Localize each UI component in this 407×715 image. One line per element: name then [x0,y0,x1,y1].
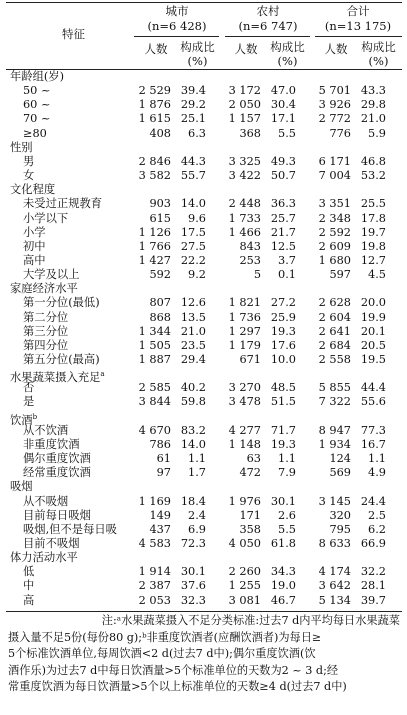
table-cell: 4 174 [318,565,351,579]
table-cell: 9.6 [188,211,206,225]
table-cell: 83.2 [180,423,206,437]
table-cell: 1 255 [228,579,261,593]
row-label [23,353,100,367]
row-label [23,98,50,112]
table-cell: 3 844 [138,395,171,409]
footnote-line: 摄入量不足5份(每份80 g);ᵇ非重度饮酒者(应酬饮酒者)为每日≥ [8,630,322,644]
table-cell: 10.0 [270,353,296,366]
table-cell: 19.3 [270,324,296,338]
table-cell: 4.9 [368,466,386,480]
row-label-text: 中 [23,579,35,593]
table-cell: 17.8 [360,211,386,225]
total-ratio-header: 构成比 [361,40,396,54]
row-label-text: 低 [23,565,35,579]
row-label-text: 体力活动水平 [10,551,78,565]
rural-count-header: 人数 [234,42,258,56]
row-label-text: 第一分位(最低) [23,296,100,310]
table-cell: 17.6 [270,338,296,352]
table-cell: 1 169 [138,494,171,508]
table-cell: 1 914 [138,565,171,579]
table-cell: 6 171 [318,154,351,168]
table-cell: 19.3 [270,437,296,451]
table-cell: 1 505 [138,338,171,352]
row-label-text: 吸烟 [10,480,33,494]
row-label [23,169,34,183]
table-cell: 9.2 [188,268,206,282]
table-cell: 28.1 [360,579,386,593]
table-cell: 3.7 [278,253,296,267]
table-cell: 5 134 [318,593,351,607]
table-cell: 1 821 [228,296,261,310]
table-cell: 19.0 [270,579,296,593]
table-cell: 5.5 [278,522,296,536]
row-label [23,325,68,339]
row-label [23,84,50,98]
table-cell: 53.2 [360,169,386,183]
group-city-rule [134,36,219,37]
table-cell: 66.9 [360,536,386,550]
table-cell: 3 172 [228,84,261,98]
table-cell: 19.8 [360,239,386,253]
category-label [10,551,78,565]
table-cell: 4.5 [368,268,386,282]
row-label-text: 高 [23,593,35,607]
table-cell: 3 582 [138,169,171,183]
table-cell: 472 [239,466,261,480]
row-label-text: 性别 [10,140,33,154]
table-cell: 63 [246,452,261,466]
row-label-text: 小学以下 [23,211,69,225]
table-cell: 14.0 [180,437,206,451]
row-label-text: 吸烟,但不是每日吸 [23,522,117,536]
footnote-line: 注:ᵃ水果蔬菜摄入不足分类标准:过去7 d内平均每日水果蔬菜 [101,614,400,627]
table-cell: 29.4 [180,353,206,366]
table-cell: 569 [329,466,351,480]
table-cell: 368 [239,126,261,140]
table-cell: 320 [329,508,351,522]
table-cell: 2 260 [228,565,261,579]
table-cell: 59.8 [180,395,206,409]
table-cell: 1 736 [228,310,261,324]
table-cell: 22.2 [180,253,206,267]
row-label-text: 非重度饮酒 [23,437,80,451]
table-cell: 25.1 [180,112,206,126]
table-cell: 2.5 [368,508,386,522]
table-cell: 46.7 [270,593,296,607]
row-label-text: 是 [23,395,35,409]
table-cell: 77.3 [360,423,386,437]
row-label [23,296,100,310]
table-cell: 2 448 [228,197,261,211]
rural-ratio-unit: (%) [277,54,298,68]
group-rural-n: (n=6 747) [238,19,298,33]
header-rule [6,69,402,70]
table-cell: 17.1 [270,112,296,126]
table-cell: 1 680 [318,253,351,267]
table-cell: 36.3 [270,197,296,211]
table-cell: 30.1 [180,565,206,579]
table-cell: 16.7 [360,437,386,451]
table-cell: 4 583 [138,536,171,550]
table-cell: 2 529 [138,84,171,98]
group-total-n: (n=13 175) [324,19,392,33]
table-cell: 1 427 [138,253,171,267]
total-count-header: 人数 [324,42,348,56]
row-label [23,311,68,325]
footnote-line: 酒作乐)为过去7 d中每日饮酒量>5个标准单位的天数为2 ~ 3 d;经 [8,663,339,677]
table-cell: 25.9 [270,310,296,324]
table-cell: 21.7 [270,225,296,239]
table-cell: 592 [149,268,171,282]
row-label-text: 目前不吸烟 [23,536,80,550]
table-cell: 2 053 [138,593,171,607]
city-ratio-header: 构成比 [180,40,215,54]
row-label-text: 从不吸烟 [23,494,69,508]
row-label [23,452,91,466]
row-label-text: 初中 [23,239,46,253]
table-cell: 12.7 [360,253,386,267]
footnote-marker: b [32,412,38,421]
row-label-text: 大学及以上 [23,268,80,282]
table-cell: 3 926 [318,98,351,112]
row-label [23,537,80,551]
row-label [23,127,47,141]
row-label [23,240,46,254]
table-cell: 4 277 [228,423,261,437]
row-label-text: 50 ~ [23,84,51,98]
table-cell: 48.5 [270,381,296,395]
row-label-text: 第五分位(最高) [23,353,100,366]
table-cell: 12.6 [180,296,206,310]
table-cell: 4 670 [138,423,171,437]
table-cell: 1 887 [138,353,171,366]
row-label-text: 水果蔬菜摄入充足 [10,370,101,384]
group-rural-rule [225,36,310,37]
row-label-text: 从不饮酒 [23,423,69,437]
table-cell: 807 [149,296,171,310]
row-label [23,424,68,438]
feature-header: 特征 [62,27,85,41]
category-label [10,480,33,494]
table-cell: 19.5 [360,353,386,366]
table-cell: 1 297 [228,324,261,338]
row-label-text: 家庭经济水平 [10,282,78,296]
table-cell: 2 684 [318,338,351,352]
table-cell: 61 [156,452,171,466]
row-label [23,197,102,211]
table-cell: 1 976 [228,494,261,508]
row-label [23,339,68,353]
table-cell: 776 [329,126,351,140]
group-city-n: (n=6 428) [147,19,207,33]
group-city-name: 城市 [165,4,189,18]
group-total-name: 合计 [346,4,370,18]
row-label [23,155,34,169]
table-cell: 1 344 [138,324,171,338]
table-cell: 597 [329,268,351,282]
row-label-text: 小学 [23,225,46,239]
row-label [23,438,80,452]
table-cell: 2 348 [318,211,351,225]
row-label-text: 饮酒 [10,413,33,427]
table-cell: 8 633 [318,536,351,550]
row-label [23,395,34,409]
category-label [10,282,78,296]
table-cell: 2 628 [318,296,351,310]
table-cell: 1 934 [318,437,351,451]
row-label-text: 第二分位 [23,310,69,324]
table-cell: 6.9 [188,522,206,536]
row-label [23,381,34,395]
category-label [10,183,55,197]
table-cell: 3 351 [318,197,351,211]
table-cell: 61.8 [270,536,296,550]
table-cell: 19.9 [360,310,386,324]
table-cell: 124 [329,452,351,466]
row-label-text: 文化程度 [10,183,56,197]
row-label [23,523,117,537]
footnote-line: 5个标准饮酒单位,每周饮酒<2 d(过去7 d中);偶尔重度饮酒(饮 [8,647,316,660]
table-cell: 1 766 [138,239,171,253]
table-cell: 786 [149,437,171,451]
table-cell: 21.0 [360,112,386,126]
table-cell: 51.5 [270,395,296,409]
table-cell: 1 615 [138,112,171,126]
row-label [23,466,91,480]
table-cell: 39.7 [360,593,386,607]
table-cell: 20.0 [360,296,386,310]
table-cell: 3 081 [228,593,261,607]
table-cell: 1 876 [138,98,171,112]
table-cell: 7 322 [318,395,351,409]
row-label [23,495,68,509]
table-cell: 3 325 [228,154,261,168]
table-cell: 24.4 [360,494,386,508]
category-label [10,141,33,155]
table-cell: 32.3 [180,593,206,607]
table-cell: 20.1 [360,324,386,338]
table-cell: 44.4 [360,381,386,395]
table-cell: 97 [156,466,171,480]
table-cell: 30.1 [270,494,296,508]
row-label-text: 第三分位 [23,324,69,338]
table-cell: 2 604 [318,310,351,324]
row-label-text: 目前每日吸烟 [23,508,91,522]
table-cell: 795 [329,522,351,536]
table-cell: 71.7 [270,423,296,437]
table-cell: 8 947 [318,423,351,437]
table-cell: 3 478 [228,395,261,409]
table-cell: 615 [149,211,171,225]
row-label [23,268,80,282]
row-label-text: 未受过正规教育 [23,197,103,211]
table-cell: 20.5 [360,338,386,352]
table-cell: 46.8 [360,154,386,168]
total-ratio-unit: (%) [368,54,389,68]
row-label [23,112,50,126]
footnote-marker: a [100,370,105,379]
table-cell: 55.7 [180,169,206,183]
table-cell: 47.0 [270,84,296,98]
table-cell: 671 [239,353,261,366]
city-count-header: 人数 [144,42,168,56]
row-label [23,594,34,608]
table-cell: 3 642 [318,579,351,593]
table-cell: 408 [149,126,171,140]
table-cell: 6.2 [368,522,386,536]
table-cell: 13.5 [180,310,206,324]
table-cell: 25.5 [360,197,386,211]
table-cell: 50.7 [270,169,296,183]
table-cell: 868 [149,310,171,324]
table-cell: 7 004 [318,169,351,183]
table-cell: 5.9 [368,126,386,140]
row-label-text: 年龄组(岁) [10,70,65,83]
table-cell: 3 145 [318,494,351,508]
row-label-text: ≥80 [23,126,47,140]
table-cell: 2 592 [318,225,351,239]
row-label-text: 男 [23,154,35,168]
table-cell: 34.3 [270,565,296,579]
table-cell: 40.2 [180,381,206,395]
table-cell: 21.0 [180,324,206,338]
table-cell: 2.4 [188,508,206,522]
table-cell: 2 050 [228,98,261,112]
table-cell: 25.7 [270,211,296,225]
group-total-rule [315,36,402,37]
row-label-text: 女 [23,169,35,183]
footnote-line: 常重度饮酒为每日饮酒量>5个以上标准单位的天数≥4 d(过去7 d中) [8,680,347,693]
table-cell: 1 179 [228,338,261,352]
category-label [10,70,64,84]
table-cell: 1 126 [138,225,171,239]
table-cell: 2 846 [138,154,171,168]
row-label [23,509,91,523]
table-cell: 19.7 [360,225,386,239]
table-cell: 29.2 [180,98,206,112]
table-cell: 437 [149,522,171,536]
city-ratio-unit: (%) [187,54,208,68]
table-cell: 2 387 [138,579,171,593]
row-label-text: 偶尔重度饮酒 [23,452,91,466]
table-cell: 5.5 [278,126,296,140]
table-cell: 14.0 [180,197,206,211]
table-cell: 32.2 [360,565,386,579]
table-cell: 3 422 [228,169,261,183]
table-cell: 1.1 [188,452,206,466]
table-cell: 2 558 [318,353,351,366]
table-cell: 2 772 [318,112,351,126]
table-cell: 6.3 [188,126,206,140]
table-cell: 1.1 [278,452,296,466]
row-label-text: 否 [23,381,35,395]
row-label [23,226,46,240]
table-cell: 843 [239,239,261,253]
rural-ratio-header: 构成比 [270,40,305,54]
row-label-text: 70 ~ [23,112,51,126]
table-cell: 1 157 [228,112,261,126]
row-label [23,579,34,593]
table-cell: 30.4 [270,98,296,112]
table-cell: 149 [149,508,171,522]
row-label-text: 60 ~ [23,98,51,112]
row-label [23,212,68,226]
table-cell: 5 [253,268,261,282]
table-cell: 27.2 [270,296,296,310]
table-cell: 2.6 [278,508,296,522]
table-cell: 39.4 [180,84,206,98]
table-cell: 1 733 [228,211,261,225]
row-label-text: 高中 [23,253,46,267]
table-cell: 5 701 [318,84,351,98]
row-label [23,565,34,579]
table-cell: 1 466 [228,225,261,239]
table-cell: 37.6 [180,579,206,593]
table-cell: 23.5 [180,338,206,352]
table-cell: 2 609 [318,239,351,253]
group-rural-name: 农村 [256,4,280,18]
table-cell: 17.5 [180,225,206,239]
table-cell: 2 585 [138,381,171,395]
table-cell: 72.3 [180,536,206,550]
table-cell: 171 [239,508,261,522]
table-cell: 4 050 [228,536,261,550]
table-cell: 2 641 [318,324,351,338]
table-cell: 27.5 [180,239,206,253]
table-cell: 358 [239,522,261,536]
table-cell: 3 270 [228,381,261,395]
table-cell: 253 [239,253,261,267]
table-cell: 49.3 [270,154,296,168]
table-cell: 1.7 [188,466,206,480]
table-footnote [8,613,400,696]
table-cell: 7.9 [278,466,296,480]
table-cell: 0.1 [278,268,296,282]
table-cell: 1.1 [368,452,386,466]
table-cell: 1 148 [228,437,261,451]
table-cell: 18.4 [180,494,206,508]
table-cell: 12.5 [270,239,296,253]
table-cell: 55.6 [360,395,386,409]
table-cell: 903 [149,197,171,211]
row-label-text: 第四分位 [23,338,69,352]
table-cell: 44.3 [180,154,206,168]
table-cell: 43.3 [360,84,386,98]
row-label [23,254,46,268]
table-cell: 5 855 [318,381,351,395]
row-label-text: 经常重度饮酒 [23,466,91,480]
table-cell: 29.8 [360,98,386,112]
